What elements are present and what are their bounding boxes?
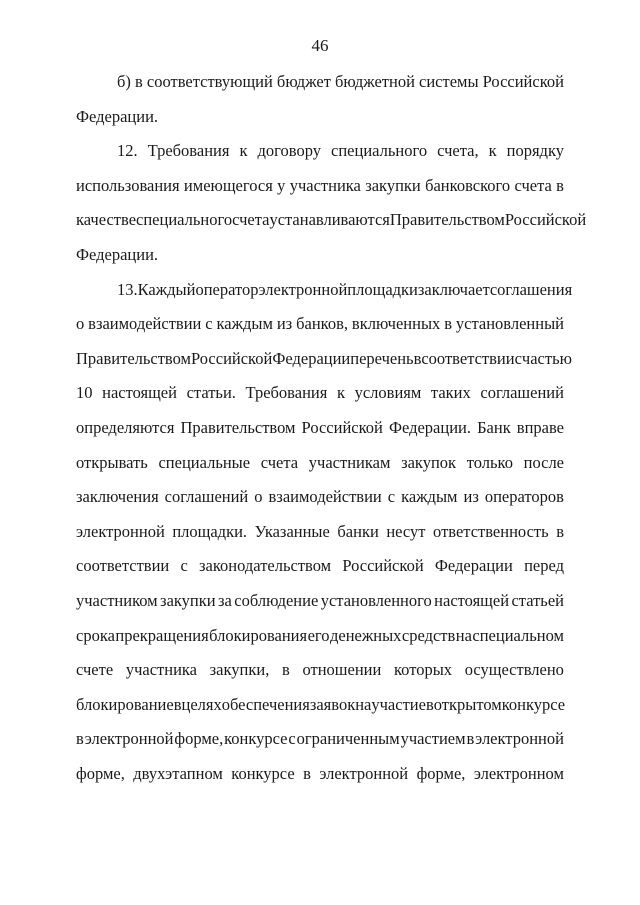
text-line: форме, двухэтапном конкурсе в электронной форме, электронном bbox=[76, 764, 564, 783]
text-line: б) в соответствующий бюджет бюджетной системы Российской bbox=[117, 72, 564, 91]
text-line: блокирование в целях обеспечения заявок на участие в открытом конкурсе bbox=[76, 695, 566, 714]
text-line: Федерации. bbox=[76, 107, 159, 126]
text-line: использования имеющегося у участника закупки банковского счета в bbox=[76, 176, 564, 195]
text-line: Правительством Российской Федерации перечень в соответствии с частью bbox=[76, 349, 572, 368]
text-line: качестве специального счета устанавливаются Правительством Российской bbox=[76, 210, 587, 229]
text-line: 12. Требования к договору специального счета, к порядку bbox=[117, 141, 564, 160]
text-line: в электронной форме, конкурсе с ограниченным участием в электронной bbox=[76, 729, 564, 748]
text-line: 13. Каждый оператор электронной площадки заключает соглашения bbox=[117, 280, 573, 299]
text-line: заключения соглашений о взаимодействии с каждым из операторов bbox=[76, 487, 564, 506]
text-line: открывать специальные счета участникам закупок только после bbox=[76, 453, 564, 472]
text-line: 10 настоящей статьи. Требования к условиям таких соглашений bbox=[76, 383, 564, 402]
page-number: 46 bbox=[311, 36, 329, 55]
text-line: участником закупки за соблюдение установленного настоящей статьей bbox=[76, 591, 564, 610]
text-line: о взаимодействии с каждым из банков, включенных в установленный bbox=[76, 314, 564, 333]
text-line: срока прекращения блокирования его денежных средств на специальном bbox=[76, 626, 564, 645]
text-line: счете участника закупки, в отношении которых осуществлено bbox=[76, 660, 564, 679]
text-line: определяются Правительством Российской Федерации. Банк вправе bbox=[76, 418, 564, 437]
text-line: электронной площадки. Указанные банки несут ответственность в bbox=[76, 522, 564, 541]
text-line: Федерации. bbox=[76, 245, 159, 264]
text-line: соответствии с законодательством Российской Федерации перед bbox=[76, 556, 564, 575]
